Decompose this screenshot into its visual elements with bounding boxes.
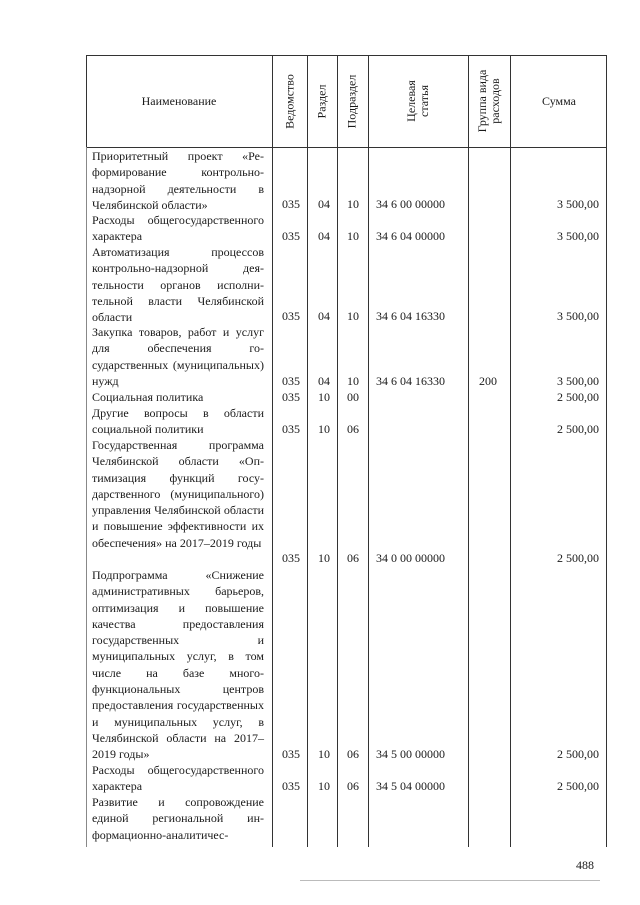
row-7-vedomstvo: 035 (282, 551, 300, 565)
row-7-name: Государственная программа Челябинской области «Оптимизация функций государственного (муниципального) управления Челябинской области и повышение эффективности их обеспечения» на 2017–2019 годы (92, 438, 264, 550)
row-7-celevaya: 34 0 00 00000 (376, 551, 445, 565)
row-7-razdel: 10 (318, 551, 330, 565)
row-5-razdel: 10 (318, 390, 330, 404)
row-2-name: Расходы общегосударственного характера (92, 213, 264, 244)
header-razdel: Раздел (314, 84, 329, 119)
col-divider-5 (468, 55, 469, 847)
row-6-podrazdel: 06 (347, 422, 359, 436)
row-8-summa: 2 500,00 (557, 747, 599, 761)
row-9-razdel: 10 (318, 779, 330, 793)
row-5-vedomstvo: 035 (282, 390, 300, 404)
row-5-podrazdel: 00 (347, 390, 359, 404)
row-4-podrazdel: 10 (347, 374, 359, 388)
row-6-summa: 2 500,00 (557, 422, 599, 436)
row-2-celevaya: 34 6 04 00000 (376, 229, 445, 243)
header-name: Наименование (141, 94, 217, 108)
row-6-name: Другие вопросы в области социальной политики (92, 406, 264, 437)
header-vedomstvo: Ведомство (282, 74, 297, 129)
row-3-vedomstvo: 035 (282, 309, 300, 323)
header-celevaya: Целевая статья (404, 80, 431, 122)
row-8-podrazdel: 06 (347, 747, 359, 761)
row-4-gruppa: 200 (479, 374, 497, 388)
row-8-name: Подпрограмма «Снижение административных барьеров, оптимизация и повышение качества предоставления государственных и муниципальных услуг, в том числе на базе многофункциональных центров предоставления государственных и муниципальных услуг, в Челябинской области на 2017–2019 годы» (92, 568, 264, 762)
col-divider-6 (510, 55, 511, 847)
row-6-razdel: 10 (318, 422, 330, 436)
row-4-razdel: 04 (318, 374, 330, 388)
row-2-razdel: 04 (318, 229, 330, 243)
row-1-vedomstvo: 035 (282, 197, 300, 211)
row-6-vedomstvo: 035 (282, 422, 300, 436)
row-5-name: Социальная политика (92, 390, 204, 404)
row-9-name: Расходы общегосударственного характера (92, 763, 264, 794)
row-1-razdel: 04 (318, 197, 330, 211)
row-2-podrazdel: 10 (347, 229, 359, 243)
row-9-vedomstvo: 035 (282, 779, 300, 793)
row-2-summa: 3 500,00 (557, 229, 599, 243)
row-4-name: Закупка товаров, работ и услуг для обеспечения государственных (муниципальных) нужд (92, 325, 264, 388)
col-divider-1 (272, 55, 273, 847)
row-3-celevaya: 34 6 04 16330 (376, 309, 445, 323)
row-3-name: Автоматизация процессов контрольно-надзорной деятельности органов исполнительной власти Челябинской области (92, 245, 264, 325)
page-number: 488 (576, 858, 594, 872)
row-1-podrazdel: 10 (347, 197, 359, 211)
row-3-razdel: 04 (318, 309, 330, 323)
row-8-vedomstvo: 035 (282, 747, 300, 761)
row-8-celevaya: 34 5 00 00000 (376, 747, 445, 761)
row-9-summa: 2 500,00 (557, 779, 599, 793)
row-1-summa: 3 500,00 (557, 197, 599, 211)
row-4-celevaya: 34 6 04 16330 (376, 374, 445, 388)
row-9-celevaya: 34 5 04 00000 (376, 779, 445, 793)
row-7-summa: 2 500,00 (557, 551, 599, 565)
table-right-border (606, 55, 607, 847)
row-8-razdel: 10 (318, 747, 330, 761)
row-4-vedomstvo: 035 (282, 374, 300, 388)
row-4-summa: 3 500,00 (557, 374, 599, 388)
table-left-border (86, 55, 87, 147)
row-9-podrazdel: 06 (347, 779, 359, 793)
col-divider-3 (337, 55, 338, 847)
row-2-vedomstvo: 035 (282, 229, 300, 243)
row-5-summa: 2 500,00 (557, 390, 599, 404)
header-podrazdel: Подраздел (344, 74, 359, 129)
row-3-summa: 3 500,00 (557, 309, 599, 323)
row-10-name: Развитие и сопровождение единой региональной информационно-аналитичес- (92, 795, 264, 842)
bottom-edge-line (300, 880, 600, 881)
col-divider-4 (368, 55, 369, 847)
row-left-border (86, 147, 87, 847)
row-7-podrazdel: 06 (347, 551, 359, 565)
row-3-podrazdel: 10 (347, 309, 359, 323)
col-divider-2 (307, 55, 308, 847)
header-gruppa: Группа вида расходов (475, 69, 502, 133)
row-1-celevaya: 34 6 00 00000 (376, 197, 445, 211)
row-1-name: Приоритетный проект «Реформирование контрольно-надзорной деятельности в Челябинской области» (92, 149, 264, 212)
header-summa: Сумма (542, 94, 576, 108)
